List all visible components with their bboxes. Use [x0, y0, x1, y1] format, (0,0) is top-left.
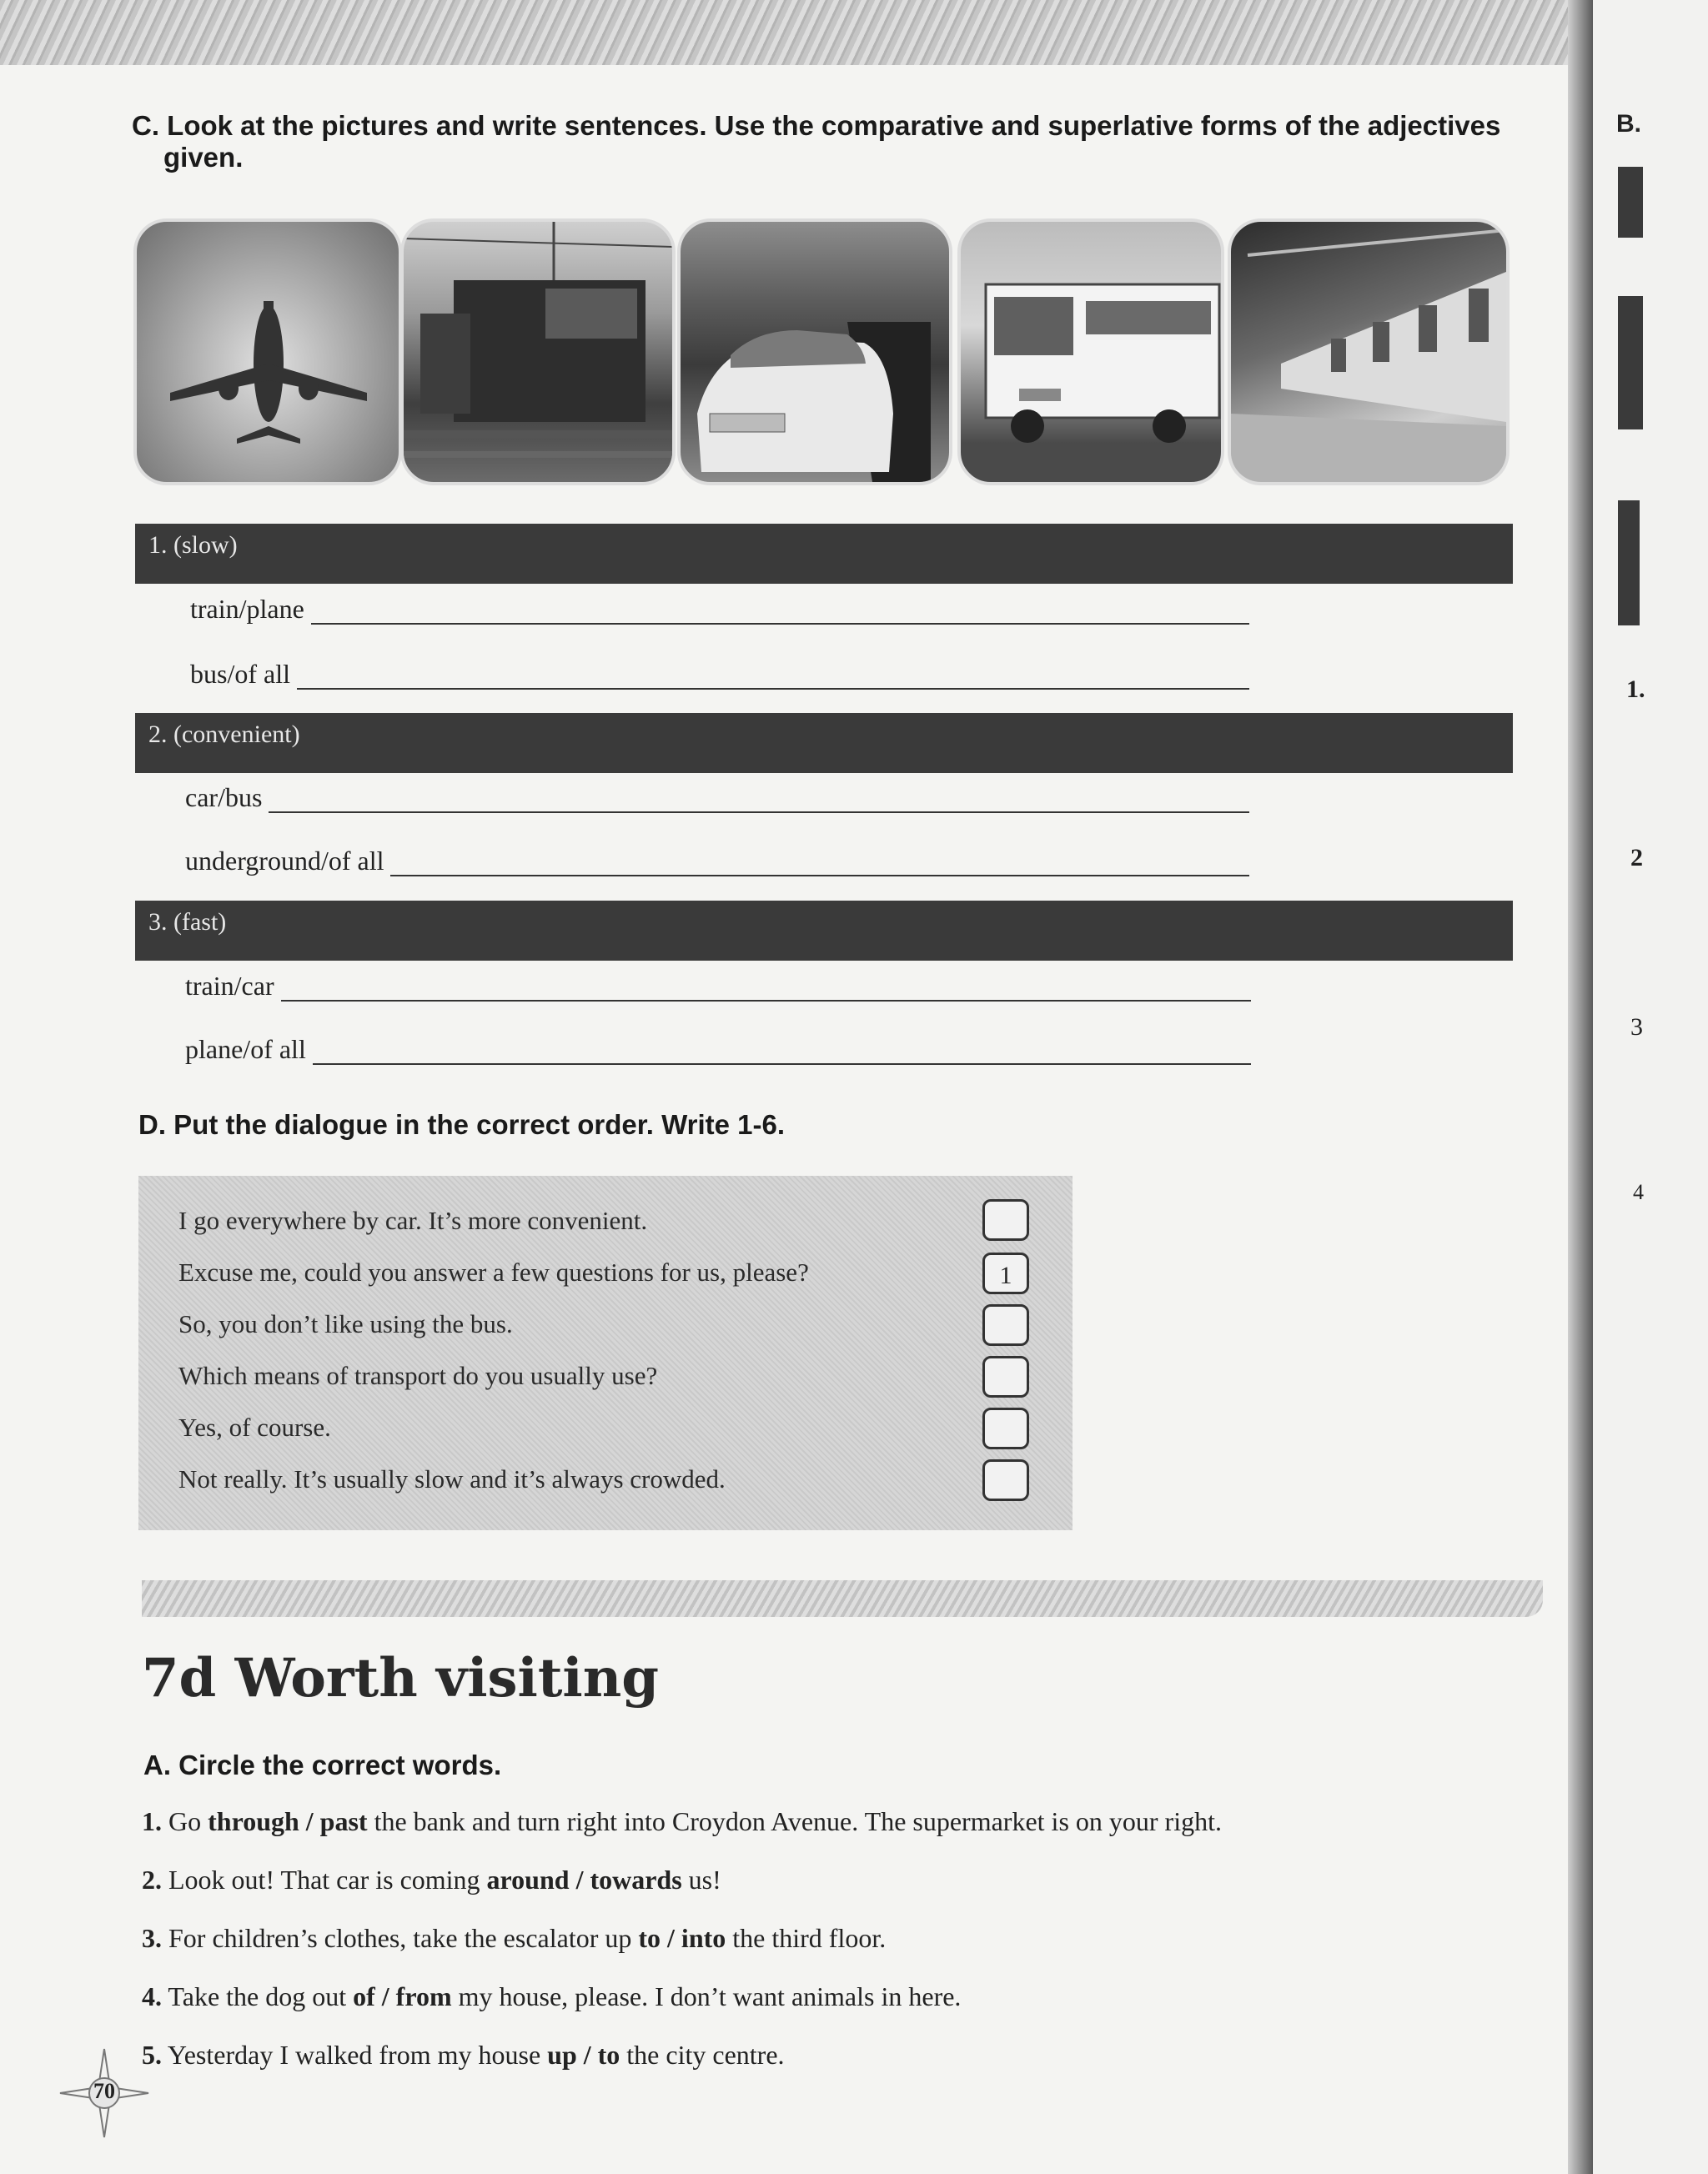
word-choice[interactable]: through / past	[208, 1806, 368, 1836]
page-number: 70	[93, 2079, 115, 2103]
answer-rule[interactable]	[390, 850, 1249, 876]
plane-photo	[133, 218, 402, 485]
exercise-sentence: 1. Go through / past the bank and turn right into Croydon Avenue. The supermarket is on your right.	[142, 1806, 1222, 1836]
section-divider	[142, 1580, 1543, 1617]
answer-rule[interactable]	[313, 1038, 1251, 1065]
word-choice[interactable]: of / from	[353, 1981, 452, 2011]
next-page-margin	[1593, 0, 1708, 2174]
car-photo	[677, 218, 952, 485]
exercise-sentence: 2. Look out! That car is coming around / towards us!	[142, 1865, 721, 1895]
answer-line-underground-of-all[interactable]: underground/of all	[185, 846, 1249, 876]
dialogue-line: Excuse me, could you answer a few questions for us, please?	[178, 1258, 809, 1287]
group-bar-slow: 1. (slow)	[135, 524, 1513, 584]
margin-block	[1618, 296, 1643, 429]
exercise-sentence: 5. Yesterday I walked from my house up / to the city centre.	[142, 2040, 785, 2070]
dialogue-line: Yes, of course.	[178, 1413, 331, 1442]
margin-number: 4	[1633, 1180, 1644, 1204]
dialogue-line: Which means of transport do you usually use?	[178, 1361, 658, 1390]
answer-line-plane-of-all[interactable]: plane/of all	[185, 1034, 1251, 1065]
margin-number: 3	[1630, 1013, 1643, 1041]
dialogue-line: I go everywhere by car. It’s more convenient.	[178, 1206, 648, 1235]
order-box[interactable]	[982, 1356, 1029, 1398]
section-title: 7d Worth visiting	[142, 1647, 659, 1710]
order-box[interactable]	[982, 1408, 1029, 1449]
dialogue-line: Not really. It’s usually slow and it’s always crowded.	[178, 1464, 726, 1494]
dialogue-box	[138, 1176, 1073, 1530]
answer-line-train-car[interactable]: train/car	[185, 971, 1251, 1002]
top-scan-band	[0, 0, 1576, 65]
answer-rule[interactable]	[297, 663, 1249, 690]
margin-label-b: B.	[1616, 110, 1641, 138]
order-box[interactable]	[982, 1199, 1029, 1241]
train-photo	[400, 218, 676, 485]
group-bar-convenient: 2. (convenient)	[135, 713, 1513, 773]
order-box[interactable]: 1	[982, 1253, 1029, 1294]
bus-photo	[957, 218, 1224, 485]
underground-photo	[1228, 218, 1510, 485]
answer-rule[interactable]	[269, 786, 1249, 813]
group-bar-fast: 3. (fast)	[135, 901, 1513, 961]
dialogue-line: So, you don’t like using the bus.	[178, 1309, 513, 1338]
word-choice[interactable]: around / towards	[486, 1865, 682, 1895]
page-number-badge	[58, 2047, 150, 2139]
exercise-c-heading: C. Look at the pictures and write sentences. Use the comparative and superlative forms of the adjectives given.	[132, 110, 1501, 173]
exercise-a-heading: A. Circle the correct words.	[143, 1750, 502, 1780]
margin-number: 1.	[1626, 675, 1645, 703]
exercise-d-heading: D. Put the dialogue in the correct order. Write 1-6.	[138, 1109, 786, 1140]
exercise-sentence: 3. For children’s clothes, take the escalator up to / into the third floor.	[142, 1923, 887, 1953]
answer-rule[interactable]	[281, 975, 1251, 1002]
word-choice[interactable]: to / into	[638, 1923, 726, 1953]
order-box[interactable]	[982, 1459, 1029, 1501]
order-box[interactable]	[982, 1304, 1029, 1346]
margin-block	[1618, 500, 1640, 625]
exercise-sentence: 4. Take the dog out of / from my house, please. I don’t want animals in here.	[142, 1981, 962, 2011]
margin-number: 2	[1630, 844, 1643, 871]
transport-photo-strip	[133, 218, 1510, 485]
answer-line-bus-of-all[interactable]: bus/of all	[190, 659, 1249, 690]
page-gutter	[1568, 0, 1593, 2174]
answer-line-car-bus[interactable]: car/bus	[185, 782, 1249, 813]
answer-line-train-plane[interactable]: train/plane	[190, 594, 1249, 625]
word-choice[interactable]: up / to	[547, 2040, 620, 2070]
answer-rule[interactable]	[311, 598, 1249, 625]
margin-block	[1618, 167, 1643, 238]
